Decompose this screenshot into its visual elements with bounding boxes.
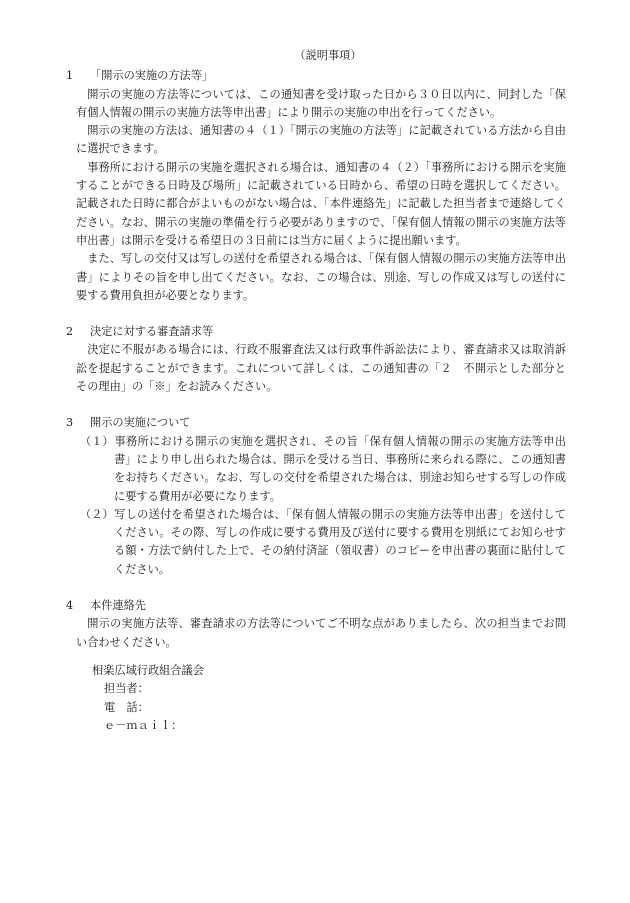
contact-person: 担当者： bbox=[104, 682, 149, 696]
section-heading bbox=[66, 414, 566, 432]
contact-block bbox=[66, 662, 566, 735]
contact-organization: 相楽広域行政組合議会 bbox=[92, 663, 204, 677]
section-number: 2 bbox=[66, 325, 74, 339]
paragraph: 開示の実施の方法は、通知書の４（１）「開示の実施の方法等」に記載されている方法から自由に選択できます。 bbox=[76, 124, 566, 156]
section-1 bbox=[66, 67, 566, 305]
paragraph: 開示の実施の方法等については、この通知書を受け取った日から３０日以内に、同封した「保有個人情報の開示の実施方法等申出書」により開示の実施の申出を行ってください。 bbox=[76, 87, 566, 119]
section-title: 本件連絡先 bbox=[90, 599, 146, 613]
item-number: （２） bbox=[80, 507, 114, 521]
document-title: （説明事項） bbox=[294, 49, 362, 62]
section-number: 4 bbox=[66, 599, 74, 613]
section-title: 「開示の実施の方法等」 bbox=[90, 69, 214, 83]
section-heading bbox=[66, 597, 566, 615]
contact-email: ｅ－ｍａｉｌ： bbox=[104, 718, 183, 732]
section-4 bbox=[66, 597, 566, 652]
list-item bbox=[80, 506, 566, 579]
paragraph: 事務所における開示の実施を選択される場合は、通知書の４（２）「事務所における開示を実施することができる日時及び場所」に記載されている日時から、希望の日時を選択してください。記載された日時に都合がよいものがない場合は、「本件連絡先」に記載した担当者まで連絡してください。なお、開示の実施の準備を行う必要がありますので、「保有個人情報の開示の実施方法等申出書」は開示を受ける希望日の３日前には当方に届くように提出願います。 bbox=[76, 160, 566, 247]
paragraph: 開示の実施方法等、審査請求の方法等についてご不明な点がありましたら、次の担当までお問い合わせください。 bbox=[76, 617, 566, 649]
item-number: （１） bbox=[80, 434, 114, 448]
section-title: 開示の実施について bbox=[90, 416, 191, 430]
section-3 bbox=[66, 414, 566, 579]
section-heading bbox=[66, 67, 566, 85]
contact-phone: 電 話： bbox=[104, 700, 149, 714]
section-heading bbox=[66, 323, 566, 341]
section-number: 1 bbox=[66, 69, 74, 83]
item-text: 写しの送付を希望された場合は、「保有個人情報の開示の実施方法等申出書」を送付してください。その際、写しの作成に要する費用及び送付に要する費用を別紙にてお知らせする額・方法で納付した上で、その納付済証（領収書）のコピーを申出書の裏面に貼付してください。 bbox=[114, 507, 566, 576]
item-text: 事務所における開示の実施を選択され、その旨「保有個人情報の開示の実施方法等申出書」により申し出られた場合は、開示を受ける当日、事務所に来られる際に、この通知書をお持ちください。なお、写しの交付を希望された場合は、別途お知らせする写しの作成に要する費用が必要になります。 bbox=[114, 434, 566, 503]
section-number: 3 bbox=[66, 416, 74, 430]
section-2 bbox=[66, 323, 566, 396]
paragraph: また、写しの交付又は写しの送付を希望される場合は、「保有個人情報の開示の実施方法等申出書」によりその旨を申し出てください。なお、この場合は、別途、写しの作成又は写しの送付に要する費用負担が必要となります。 bbox=[76, 252, 566, 302]
section-title: 決定に対する審査請求等 bbox=[90, 325, 214, 339]
paragraph: 決定に不服がある場合には、行政不服審査法又は行政事件訴訟法により、審査請求又は取消訴訟を提起することができます。これについて詳しくは、この通知書の「２ 不開示とした部分とその理由」の「※」をお読みください。 bbox=[76, 343, 566, 394]
list-item bbox=[80, 433, 566, 506]
